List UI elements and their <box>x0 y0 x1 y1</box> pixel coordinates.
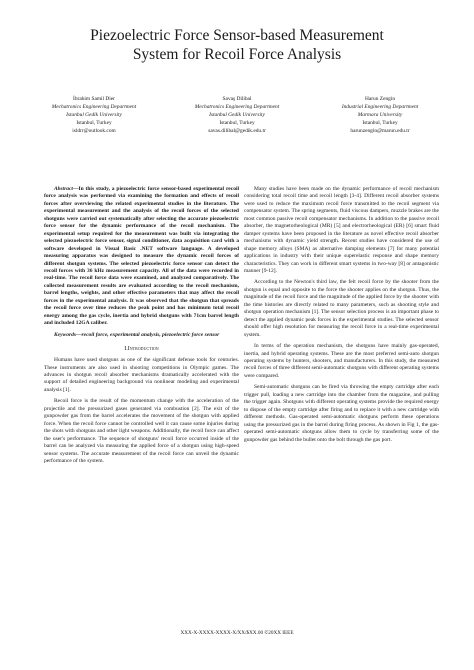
author-2-name: Savaş Dilibal <box>222 96 252 102</box>
title-line-1: Piezoelectric Force Sensor-based Measurement <box>90 27 384 44</box>
abstract-label: Abstract <box>54 186 73 192</box>
author-3-email[interactable]: harunzengin@marun.edu.tr <box>350 128 410 134</box>
author-2-email[interactable]: savas.dilibal@gedik.edu.tr <box>208 128 266 134</box>
author-1-dept: Mechatronics Engineering Department <box>51 104 137 110</box>
author-3-dept: Industrial Engineering Department <box>341 104 419 110</box>
author-2-city: Istanbul, Turkey <box>219 120 255 126</box>
abstract <box>44 186 239 328</box>
author-1-univ: Istanbul Gedik University <box>66 112 122 118</box>
left-paragraph: Humans have used shotguns as one of the significant defense tools for centuries. These instruments are also used in shooting competitions in Olympic games. The advances in shotgun recoil absorber mechanisms dramatically accelerated with the support of detailed engineering background via nonlinear modeling and experimental analysis [1]. <box>44 357 239 393</box>
author-2 <box>167 95 307 135</box>
author-3 <box>310 95 450 135</box>
right-paragraph: In terms of the operation mechanism, the shotguns have mainly gas-operated, inertia, and hybrid operating systems. These are the most preferred semi-auto shotgun operating systems by hunters, shooters, and manufacturers. In this study, the measured recoil forces of three different semi-automatic shotguns with different operating systems were compared. <box>244 343 439 379</box>
title-line-2: System for Recoil Force Analysis <box>132 46 342 63</box>
author-3-name: Harun Zengin <box>364 96 396 102</box>
left-paragraph: Recoil force is the result of the momentum change with the acceleration of the projectile and the pressurized gases generated via combustion [2]. The exit of the gunpowder gas from the barrel accelerates the movement of the shotgun with applied force. When the recoil force cannot be controlled well it can cause some injuries during the shots with shotguns and other light weapons. Additionally, the recoil force can affect the user's performance. The sequence of shotguns' recoil force occurred inside of the barrel can be analyzed via measuring the applied force of a shotgun using high-speed sensor systems. The accurate measurement of the recoil force can unveil the dynamic performance of the system. <box>44 398 239 464</box>
author-1 <box>24 95 164 135</box>
author-3-city: Istanbul, Turkey <box>362 120 398 126</box>
author-1-name: İbrahim Samil Dier <box>73 96 115 102</box>
keywords-text: —recoil force, experimental analysis, piezoelectric force sensor <box>76 331 220 338</box>
keywords-label: Keywords <box>54 331 76 338</box>
abstract-text: —In this study, a piezoelectric force sensor-based experimental recoil force analysis was performed via examining the formation and effects of recoil forces after overviewing the related experimental studies in the literature. The experimental measurement and the analysis of the recoil forces of the selected shotguns were carried out systematically after selecting the accurate piezoelectric force sensor for the dynamic performance of the recoil mechanism. The experimental setup required for the measurement was built via integrating the selected piezoelectric force sensor, signal conditioner, data acquisition card with a software developed in Visual Basic .NET software language. A developed measuring apparatus was designed to measure the dynamic recoil forces of different shotgun systems. The selected piezoelectric force sensor can detect the recoil forces with 36 kHz measurement capacity. All of the data were recorded in real-time. The recoil force data were examined, and analyzed comparatively. The collected measurement results are evaluated according to the recoil mechanism, barrel lengths, weights, and other effective parameters that may affect the recoil forces in the experimental analysis. It was observed that the shotgun that spreads the recoil force over time reduces the peak point and has minimum total recoil energy among the gas cycle, inertia and hybrid shotguns with 71cm barrel length and included 12GA caliber. <box>44 186 239 327</box>
right-paragraph: Semi-automatic shotguns can be fired via throwing the empty cartridge after each trigger pull, loading a new cartridge into the chamber from the magazine, and pulling the trigger again. Shotguns with different operating systems provide the required energy to dispose of the empty cartridge after firing and to replace it with a new cartridge with different methods. Gas-operated semi-automatic shotguns perform these operations using the pressurized gas in the barrel during firing process. As shown in Fig 1, the gas-operated semi-automatic shotguns allow them to cycle by transferring some of the gunpowder gas behind the bullet onto the bolt through the gas port. <box>244 384 439 443</box>
section-heading-introduction: I.Introduction <box>124 346 159 353</box>
right-paragraph: According to the Newton's third law, the felt recoil force by the shooter from the shotgun is equal and opposite to the force the shooter applies on the shotgun. Thus, the magnitude of the recoil force and the magnitude of the applied force by the shooter with the time histories are directly related to many parameters, such as shooting style and shotgun operation mechanism [1]. The sensor selection process is an important phase to detect the applied dynamic peak forces in the experimental studies. The selected sensor should offer high resolution for measuring the recoil force in a real-time experimental system. <box>244 279 439 338</box>
author-1-email[interactable]: isldrr@outlook.com <box>72 128 116 134</box>
paper-title <box>0 26 474 64</box>
right-column <box>244 186 439 448</box>
copyright-footer: XXX-X-XXXX-XXXX-X/XX/$XX.00 ©20XX IEEE <box>180 630 294 636</box>
author-2-univ: Istanbul Gedik University <box>209 112 265 118</box>
right-paragraph: Many studies have been made on the dynamic performance of recoil mechanism considering total recoil time and recoil length [3-4]. Different recoil absorber systems were used to reduce the maximum recoil force transmitted to the recoil segment via compensator system. The spring segments, fluid viscous dampers, muzzle brakes are the most common passive recoil compensator mechanisms. In addition to the passive recoil absorber, the magnetorheological (MR) [5] and electrorheological (ER) [6] smart fluid damper systems have been proposed in the literature as novel effective recoil absorber mechanisms with dynamic yield strength. Recent studies have considered the use of shape memory alloys (SMA) as alternative damping elements [7] for many potential applications in industry with their unique superelastic response and shape memory characteristics. They can work in different smart systems in two-way [8] or antagonistic manner [9-12]. <box>244 186 439 274</box>
left-column <box>44 186 239 469</box>
author-3-univ: Marmara University <box>357 112 403 118</box>
author-2-dept: Mechatronics Engineering Department <box>194 104 280 110</box>
keywords <box>44 332 239 339</box>
author-1-city: Istanbul, Turkey <box>76 120 112 126</box>
